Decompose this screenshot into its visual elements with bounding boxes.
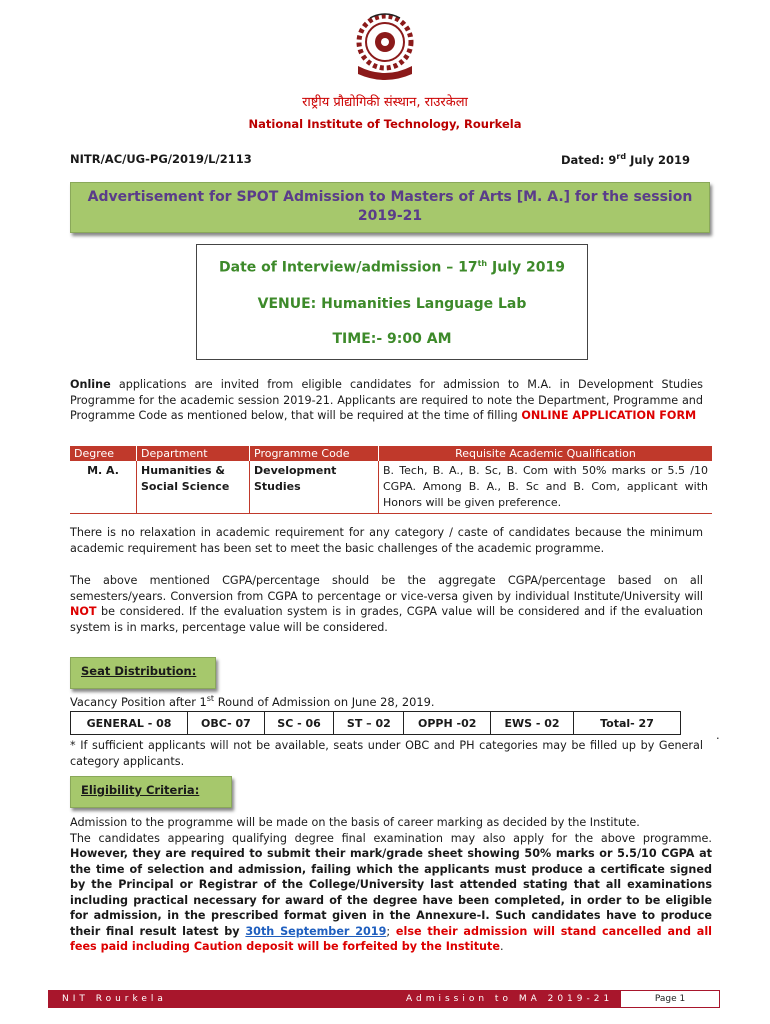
seat-ews: EWS - 02 [491,712,574,735]
page-number: Page 1 [620,990,720,1008]
advertisement-banner [70,182,710,233]
interview-venue: VENUE: Humanities Language Lab [257,296,527,312]
cgpa-paragraph: The above mentioned CGPA/percentage should be the aggregate CGPA/percentage based on all semesters/years. Conversion from CGPA to percentage or vice-versa given by individual Institute/University will NOT be considered. If the evaluation system is in grades, CGPA value will be considered and if the evaluation system is in marks, percentage value will be considered. [70,574,703,634]
vacancy-line: Vacancy Position after 1st Round of Admission on June 28, 2019. [70,694,435,709]
eligibility-heading: Eligibility Criteria: [70,776,232,808]
interview-date: Date of Interview/admission – 17th July 2019 [219,259,565,276]
interview-details-box [196,244,588,360]
footer-left: NIT Rourkela [62,994,167,1004]
intro-paragraph: Online applications are invited from eligible candidates for admission to M.A. in Development Studies Programme for the academic session 2019-21. Applicants are required to note the Department, Programme and Programme Code as mentioned below, that will be required at the time of filling ONLINE APPLICATION FORM [70,378,703,422]
seat-table [70,711,681,735]
banner-line-2: 2019-21 [357,208,423,224]
col-programme-code: Programme Code [250,446,379,461]
col-department: Department [137,446,250,461]
deadline-link[interactable]: 30th September 2019 [245,924,387,938]
reference-number: NITR/AC/UG-PG/2019/L/2113 [70,152,252,166]
seat-general: GENERAL - 08 [71,712,188,735]
seat-distribution-heading: Seat Distribution: [70,657,216,689]
col-degree: Degree [70,446,137,461]
seat-sc: SC - 06 [264,712,334,735]
seat-st: ST – 02 [334,712,404,735]
seat-total: Total- 27 [574,712,681,735]
page-footer [48,990,720,1008]
col-qualification: Requisite Academic Qualification [379,446,713,461]
footer-center: Admission to MA 2019-21 [406,994,614,1004]
stray-dot: . [716,728,720,742]
relaxation-paragraph: There is no relaxation in academic requirement for any category / caste of candidates because the minimum academic requirement has been set to meet the basic challenges of the academic programme. [70,526,703,555]
institute-name-hindi: राष्ट्रीय प्रौद्योगिकी संस्थान, राउरकेला [302,95,468,110]
seat-opph: OPPH -02 [404,712,491,735]
seat-obc: OBC- 07 [188,712,265,735]
table-row: M. A. Humanities & Social Science Development Studies B. Tech, B. A., B. Sc, B. Com with 50% marks or 5.5 /10 CGPA. Among B. A., B. Sc and B. Com, applicant with Honors will be given preference. [70,461,712,514]
institute-name: National Institute of Technology, Rourkela [248,117,522,131]
qualification-table [70,446,712,514]
document-date: Dated: 9rd July 2019 [560,152,690,167]
interview-time: TIME:- 9:00 AM [332,331,452,347]
eligibility-paragraph: Admission to the programme will be made on the basis of career marking as decided by the Institute. The candidates appearing qualifying degree final examination may also apply for the above programme. However, they are required to submit their mark/grade sheet showing 50% marks or 5.5/10 CGPA at the time of selection and admission, failing which the applicants must produce a certificate signed by the Principal or Registrar of the College/University last attended stating that all examinations including practical necessary for award of the degree have been completed, in order to be eligible for admission, in the prescribed format given in the Annexure-I. Such candidates have to produce their final result latest by 30th September 2019; else their admission will stand cancelled and all fees paid including Caution deposit will be forfeited by the Institute. [70,816,712,953]
institute-logo [352,10,418,86]
banner-line-1: Advertisement for SPOT Admission to Masters of Arts [M. A.] for the session [87,189,693,205]
seat-note: * If sufficient applicants will not be available, seats under OBC and PH categories may be filled up by General category applicants. [70,739,703,768]
